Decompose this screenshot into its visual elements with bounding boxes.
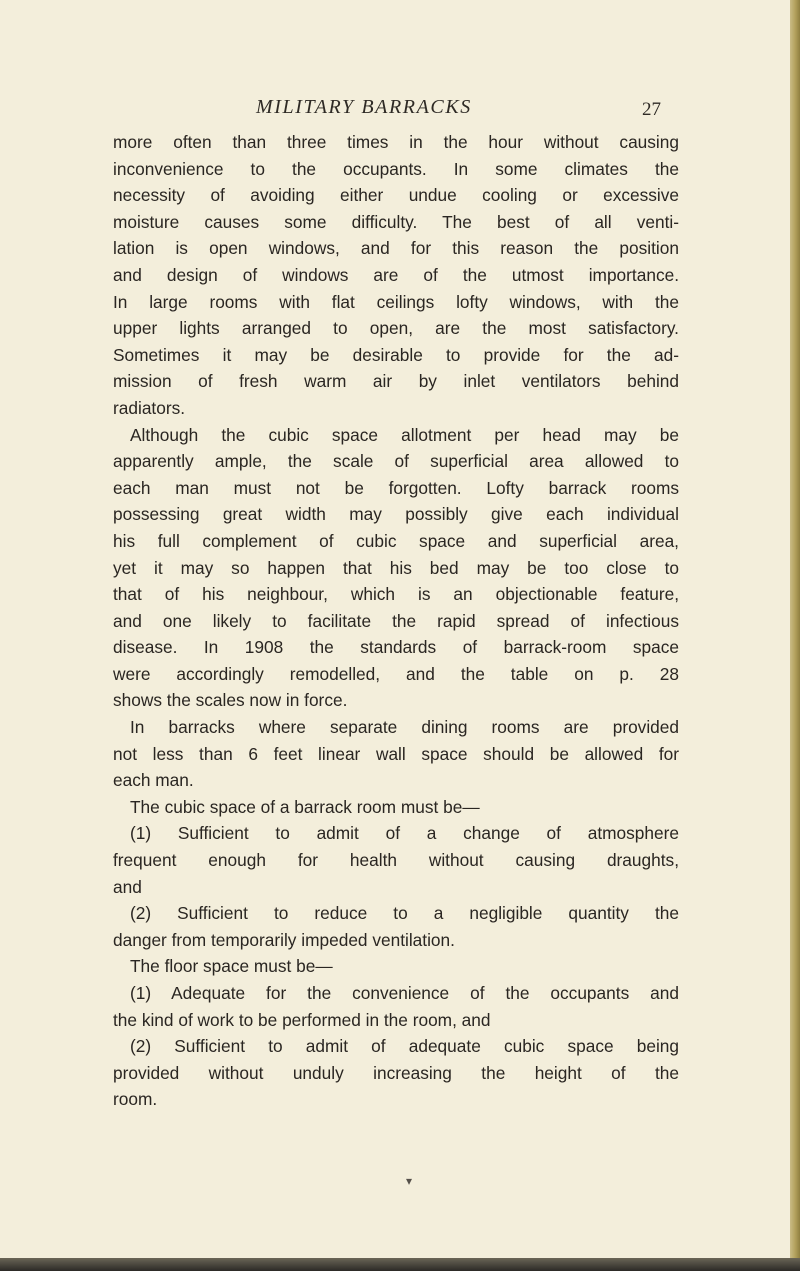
text-line: lation is open windows, and for this reason the position bbox=[113, 238, 679, 259]
text-line: inconvenience to the occupants. In some climates the bbox=[113, 158, 679, 179]
text-line: yet it may so happen that his bed may be too close to bbox=[113, 557, 679, 578]
text-line: upper lights arranged to open, are the most satisfactory. bbox=[113, 318, 679, 339]
text-line: In large rooms with flat ceilings lofty windows, with the bbox=[113, 291, 679, 312]
paragraph-start-line: The cubic space of a barrack room must be— bbox=[130, 796, 480, 817]
text-line: moisture causes some difficulty. The best of all venti- bbox=[113, 211, 679, 232]
paragraph-start-line: Although the cubic space allotment per head may be bbox=[130, 424, 679, 445]
text-line: and bbox=[113, 876, 142, 897]
text-line: the kind of work to be performed in the room, and bbox=[113, 1009, 491, 1030]
list-item-line: (1) Adequate for the convenience of the occupants and bbox=[130, 983, 679, 1003]
text-line: possessing great width may possibly give each individual bbox=[113, 504, 679, 525]
text-line: not less than 6 feet linear wall space should be allowed for bbox=[113, 743, 679, 764]
running-title: MILITARY BARRACKS bbox=[256, 96, 472, 118]
text-line: mission of fresh warm air by inlet ventilators behind bbox=[113, 371, 679, 392]
text-line: apparently ample, the scale of superficial area allowed to bbox=[113, 451, 679, 472]
text-line: room. bbox=[113, 1089, 158, 1110]
text-line: that of his neighbour, which is an objectionable feature, bbox=[113, 584, 679, 605]
page-number: 27 bbox=[642, 99, 661, 120]
printer-mark-icon: ▾ bbox=[406, 1174, 413, 1188]
text-line: were accordingly remodelled, and the table on p. 28 bbox=[113, 663, 679, 684]
list-item-line: (2) Sufficient to admit of adequate cubic space being bbox=[130, 1036, 679, 1057]
book-gutter bbox=[790, 0, 800, 1271]
text-line: danger from temporarily impeded ventilation. bbox=[113, 929, 455, 950]
text-line: each man must not be forgotten. Lofty barrack rooms bbox=[113, 477, 679, 498]
text-line: and design of windows are of the utmost importance. bbox=[113, 264, 679, 285]
text-line: each man. bbox=[113, 770, 194, 791]
text-line: radiators. bbox=[113, 397, 186, 418]
list-item-line: (2) Sufficient to reduce to a negligible quantity the bbox=[130, 903, 679, 924]
text-line: Sometimes it may be desirable to provide for the ad- bbox=[113, 344, 679, 365]
text-line: disease. In 1908 the standards of barrack-room space bbox=[113, 637, 679, 658]
text-line: necessity of avoiding either undue cooling or excessive bbox=[113, 185, 679, 206]
text-line: frequent enough for health without causing draughts, bbox=[113, 850, 679, 871]
scan-bottom-edge bbox=[0, 1258, 800, 1271]
text-line: his full complement of cubic space and superficial area, bbox=[113, 530, 679, 551]
paragraph-start-line: In barracks where separate dining rooms are provided bbox=[130, 717, 679, 738]
text-line: more often than three times in the hour without causing bbox=[113, 132, 679, 152]
text-line: and one likely to facilitate the rapid spread of infectious bbox=[113, 610, 679, 631]
body-text bbox=[113, 129, 679, 1113]
text-line: shows the scales now in force. bbox=[113, 690, 348, 711]
text-line: provided without unduly increasing the height of the bbox=[113, 1062, 679, 1083]
list-item-line: (1) Sufficient to admit of a change of atmosphere bbox=[130, 823, 679, 844]
page-header bbox=[0, 96, 790, 126]
paragraph-start-line: The floor space must be— bbox=[130, 956, 333, 977]
